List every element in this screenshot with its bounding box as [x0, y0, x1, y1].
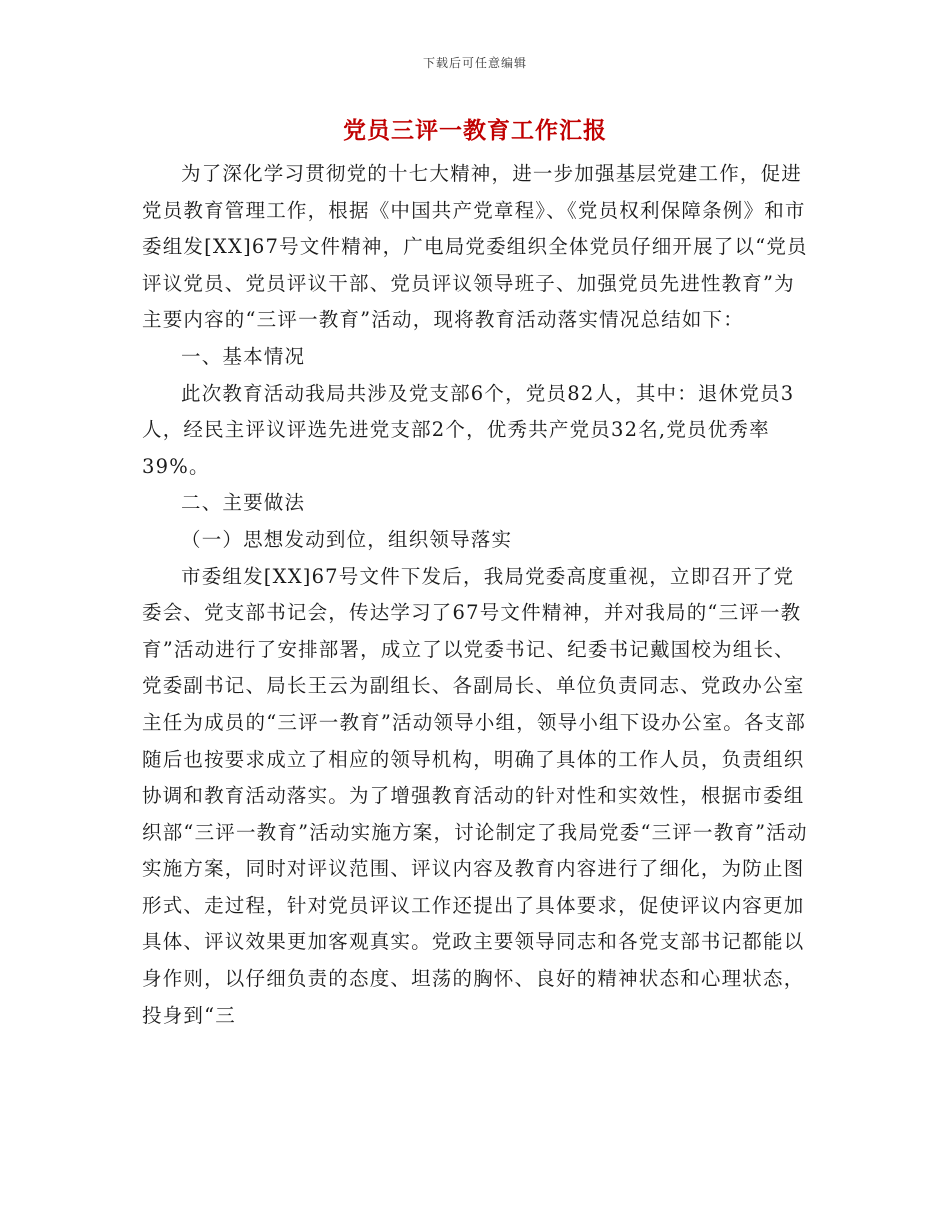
section-heading-methods: 二、主要做法: [181, 491, 306, 515]
methods-paragraph: 市委组发[XX]67号文件下发后，我局党委高度重视，立即召开了党委会、党支部书记会，传达学习了67号文件精神，并对我局的“三评一教育”活动进行了安排部署，成立了以党委书记、纪委书记戴国校为组长、党委副书记、局长王云为副组长、各副局长、单位负责同志、党政办公室主任为成员的“三评一教育”活动领导小组，领导小组下设办公室。各支部随后也按要求成立了相应的领导机构，明确了具体的工作人员，负责组织协调和教育活动落实。为了增强教育活动的针对性和实效性，根据市委组织部“三评一教育”活动实施方案，讨论制定了我局党委“三评一教育”活动实施方案，同时对评议范围、评议内容及教育内容进行了细化，为防止图形式、走过程，针对党员评议工作还提出了具体要求，促使评议内容更加具体、评议效果更加客观真实。党政主要领导同志和各党支部书记都能以身作则，以仔细负责的态度、坦荡的胸怀、良好的精神状态和心理状态，投身到“三: [142, 564, 808, 1027]
subsection-heading-1: （一）思想发动到位，组织领导落实: [181, 527, 513, 551]
section-heading-basic: 一、基本情况: [181, 344, 306, 368]
document-body: [142, 156, 808, 1034]
basic-situation-paragraph: 此次教育活动我局共涉及党支部6个，党员82人，其中：退休党员3人，经民主评议评选先进党支部2个，优秀共产党员32名,党员优秀率39%。: [142, 381, 795, 478]
document-title: 党员三评一教育工作汇报: [343, 117, 607, 144]
header-note: 下载后可任意编辑: [422, 56, 527, 70]
intro-paragraph: 为了深化学习贯彻党的十七大精神，进一步加强基层党建工作，促进党员教育管理工作，根据《中国共产党章程》、《党员权利保障条例》和市委组发[XX]67号文件精神，广电局党委组织全体党员仔细开展了以“党员评议党员、党员评议干部、党员评议领导班子、加强党员先进性教育”为主要内容的“三评一教育”活动，现将教育活动落实情况总结如下：: [142, 162, 808, 332]
